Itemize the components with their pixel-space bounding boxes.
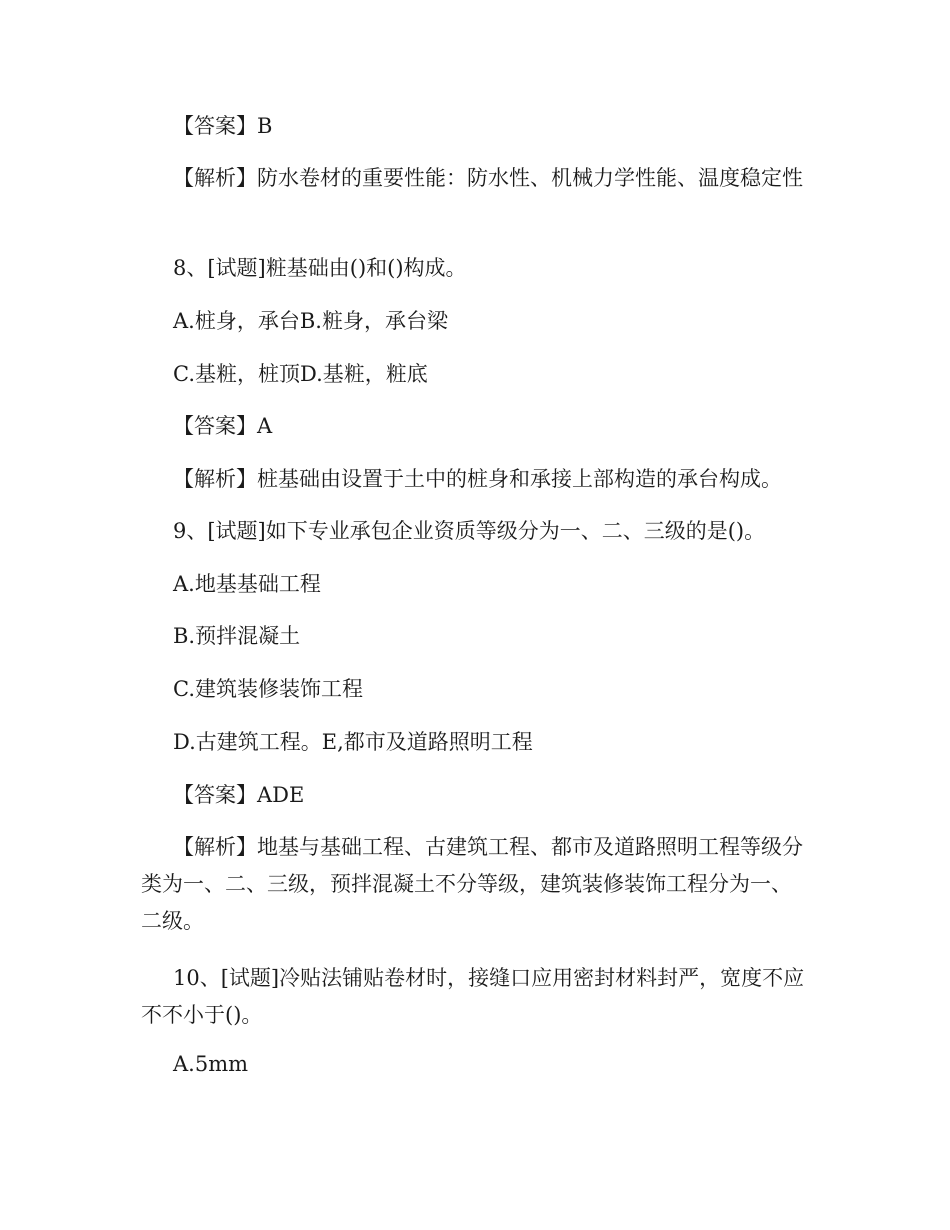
analysis-q7: 【解析】防水卷材的重要性能：防水性、机械力学性能、温度稳定性	[173, 166, 803, 190]
question-8: 8、[试题]粧基础由()和()构成。	[173, 256, 467, 280]
question-8-options-ab: A.桩身，承台B.粧身，承台梁	[173, 309, 448, 333]
answer-q7: 【答案】B	[173, 114, 273, 138]
question-9-options-de: D.古建筑工程。E,都市及道路照明工程	[173, 730, 533, 754]
question-8-options-cd: C.基粧，桩顶D.基粧，粧底	[173, 362, 428, 386]
question-10-option-a: A.5mm	[173, 1052, 249, 1076]
question-9-option-a: A.地基基础工程	[173, 572, 321, 596]
analysis-q9: 【解析】地基与基础工程、古建筑工程、都市及道路照明工程等级分类为一、二、三级，预拌混凝土不分等级，建筑装修装饰工程分为一、二级。	[141, 835, 803, 933]
answer-q9: 【答案】ADE	[173, 783, 305, 807]
question-9: 9、[试题]如下专业承包企业资质等级分为一、二、三级的是()。	[173, 519, 766, 543]
question-9-option-c: C.建筑装修装饰工程	[173, 677, 363, 701]
answer-q8: 【答案】A	[173, 414, 273, 438]
question-9-option-b: B.预拌混凝土	[173, 624, 301, 648]
question-10: 10、[试题]冷贴法铺贴卷材时，接缝口应用密封材料封严，宽度不应不不小于()。	[141, 966, 805, 1027]
analysis-q8: 【解析】桩基础由设置于土中的桩身和承接上部构造的承台构成。	[173, 467, 782, 491]
